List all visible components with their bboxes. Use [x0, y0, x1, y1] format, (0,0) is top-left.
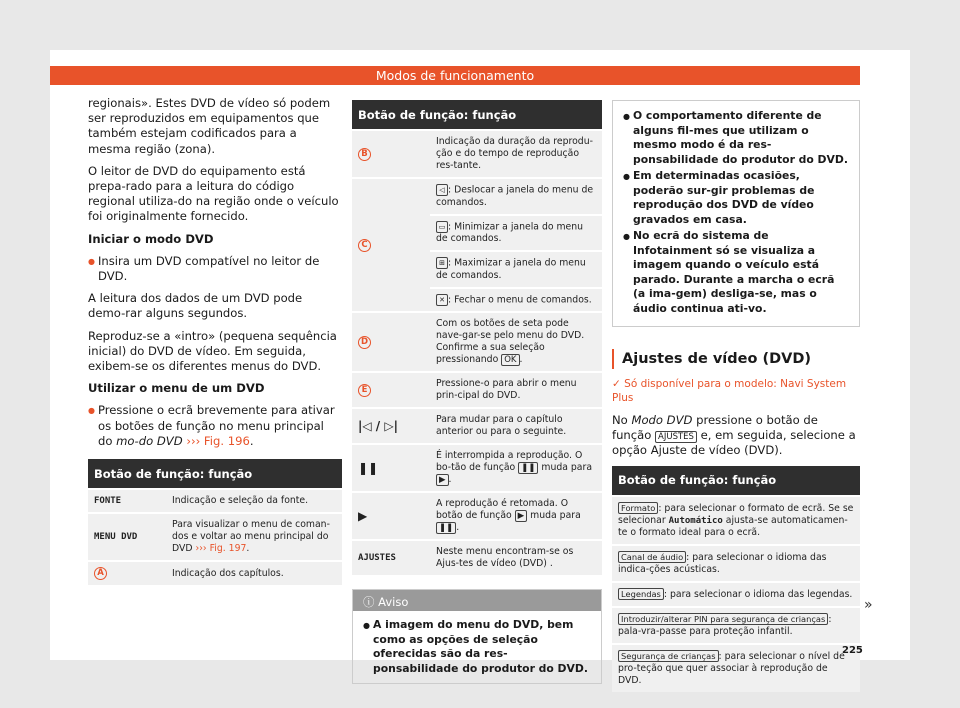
table-row: C ◁ : Deslocar a janela do menu de comandos. [352, 178, 602, 215]
label-c-icon: C [358, 239, 371, 252]
table-header: Botão de função: função [612, 466, 860, 496]
info-icon: ⓘ [363, 595, 379, 609]
check-icon: ✓ [612, 378, 621, 390]
page-number: 225 [842, 645, 863, 656]
paragraph: O leitor de DVD do equipamento está prepa-rado para a leitura do código regional utiliza-do na região onde o veículo foi originalmente fornecido. [88, 163, 339, 224]
label-d-icon: D [358, 336, 371, 349]
ajustes-key: AJUSTES [655, 431, 697, 443]
table-row: Legendas : para selecionar o idioma das legendas. [612, 582, 860, 607]
table-row: Introduzir/alterar PIN para segurança de crianças : pala-vra-passe para proteção infantil. [612, 607, 860, 644]
figure-link[interactable]: ››› Fig. 196 [182, 433, 250, 448]
notice-header: ⓘ Aviso [353, 590, 601, 611]
table-row: Canal de áudio : para selecionar o idioma das indica-ções acústicas. [612, 545, 860, 582]
label-e-icon: E [358, 384, 371, 397]
table-row: ✕ : Fechar o menu de comandos. [352, 288, 602, 313]
bullet-item: ● Insira um DVD compatível no leitor de DVD. [88, 254, 342, 284]
table-row: MENU DVD Para visualizar o menu de coman-dos e voltar ao menu principal do DVD ››› Fig. 197. [88, 513, 342, 561]
table-row: A Indicação dos capítulos. [88, 561, 342, 585]
skip-icon: |◁ / ▷| [352, 408, 430, 444]
table-row: ▭ : Minimizar a janela do menu de comandos. [352, 215, 602, 252]
section-title: Ajustes de vídeo (DVD) [612, 349, 860, 369]
label-b-icon: B [358, 148, 371, 161]
table-row: ▶ A reprodução é retomada. O botão de função ▶ muda para ❚❚ . [352, 492, 602, 540]
column-middle [352, 100, 602, 684]
close-icon: ✕ [436, 294, 448, 306]
column-right [612, 100, 860, 692]
play-icon: ▶ [352, 492, 430, 540]
table-row: |◁ / ▷| Para mudar para o capítulo anterior ou para o seguinte. [352, 408, 602, 444]
table-header: Botão de função: função [88, 459, 342, 489]
notice-bullet: ● No ecrã do sistema de Infotainment só se visualiza a imagem quando o veículo está parado. Durante a marcha o ecrã (a ima-gem) desliga-se, mas o áudio continua ati-vo. [623, 229, 849, 316]
table-row: B Indicação da duração da reprodu-ção e do tempo de reprodução res-tante. [352, 130, 602, 178]
table-row: AJUSTES Neste menu encontram-se os Ajus-tes de vídeo (DVD) . [352, 540, 602, 575]
play-key: ▶ [515, 510, 528, 522]
function-table [352, 100, 602, 575]
availability-note: ✓ Só disponível para o modelo: Navi System Plus [612, 378, 847, 404]
ok-key: OK [501, 354, 519, 366]
notice-continued [612, 100, 860, 327]
notice-bullet: ● O comportamento diferente de alguns fil-mes que utilizam o mesmo modo é da res-ponsabilidade do produtor do DVD. [623, 109, 849, 167]
paragraph: No Modo DVD pressione o botão de função AJUSTES e, em seguida, selecione a opção Ajuste de vídeo (DVD). [612, 413, 856, 458]
label-a-icon: A [94, 567, 107, 580]
pause-icon: ❚❚ [352, 444, 430, 492]
minimize-icon: ▭ [436, 221, 448, 233]
figure-link[interactable]: ››› Fig. 197 [195, 543, 247, 555]
table-row: ⊞ : Maximizar a janela do menu de comandos. [352, 251, 602, 288]
table-row: Segurança de crianças : para selecionar o nível de pro-teção que quer associar à reprodução de DVD. [612, 644, 860, 692]
column-left [88, 96, 342, 585]
pause-key: ❚❚ [436, 522, 456, 534]
play-key: ▶ [436, 474, 449, 486]
table-row: FONTE Indicação e seleção da fonte. [88, 489, 342, 513]
paragraph: regionais». Estes DVD de vídeo só podem ser reproduzidos em equipamentos que também estejam codificados para a mesma região (zona). [88, 96, 331, 156]
table-row: E Pressione-o para abrir o menu prin-cipal do DVD. [352, 372, 602, 408]
function-table [88, 459, 342, 585]
maximize-icon: ⊞ [436, 257, 448, 269]
chapter-header: Modos de funcionamento [50, 66, 860, 85]
continue-icon: » [864, 597, 873, 613]
table-header: Botão de função: função [352, 100, 602, 130]
paragraph: Reproduz-se a «intro» (pequena sequência inicial) do DVD de vídeo. Em seguida, exibem-se os diferentes menus do DVD. [88, 328, 337, 374]
bullet-item: ● Pressione o ecrã brevemente para ativar os botões de função no menu principal do mo-do DVD ››› Fig. 196. [88, 403, 342, 449]
notice-bullet: ● Em determinadas ocasiões, poderão sur-gir problemas de reprodução dos DVD de vídeo gravados em casa. [623, 169, 849, 227]
table-row: D Com os botões de seta pode nave-gar-se pelo menu do DVD. Confirme a sua seleção pressionando OK . [352, 312, 602, 372]
notice-box [352, 589, 602, 684]
notice-text: ● A imagem do menu do DVD, bem como as opções de seleção oferecidas são da res-ponsabilidade do produtor do DVD. [363, 618, 591, 676]
move-icon: ◁ [436, 184, 448, 196]
table-row: Formato : para selecionar o formato de ecrã. Se se selecionar Automático ajusta-se automaticamen-te o formato ideal para o ecrã. [612, 496, 860, 545]
pause-key: ❚❚ [518, 462, 538, 474]
table-row: ❚❚ É interrompida a reprodução. O bo-tão de função ❚❚ muda para ▶ . [352, 444, 602, 492]
paragraph: A leitura dos dados de um DVD pode demo-rar alguns segundos. [88, 291, 303, 321]
subheading: Iniciar o modo DVD [88, 231, 214, 246]
function-table [612, 466, 860, 692]
subheading: Utilizar o menu de um DVD [88, 381, 265, 396]
